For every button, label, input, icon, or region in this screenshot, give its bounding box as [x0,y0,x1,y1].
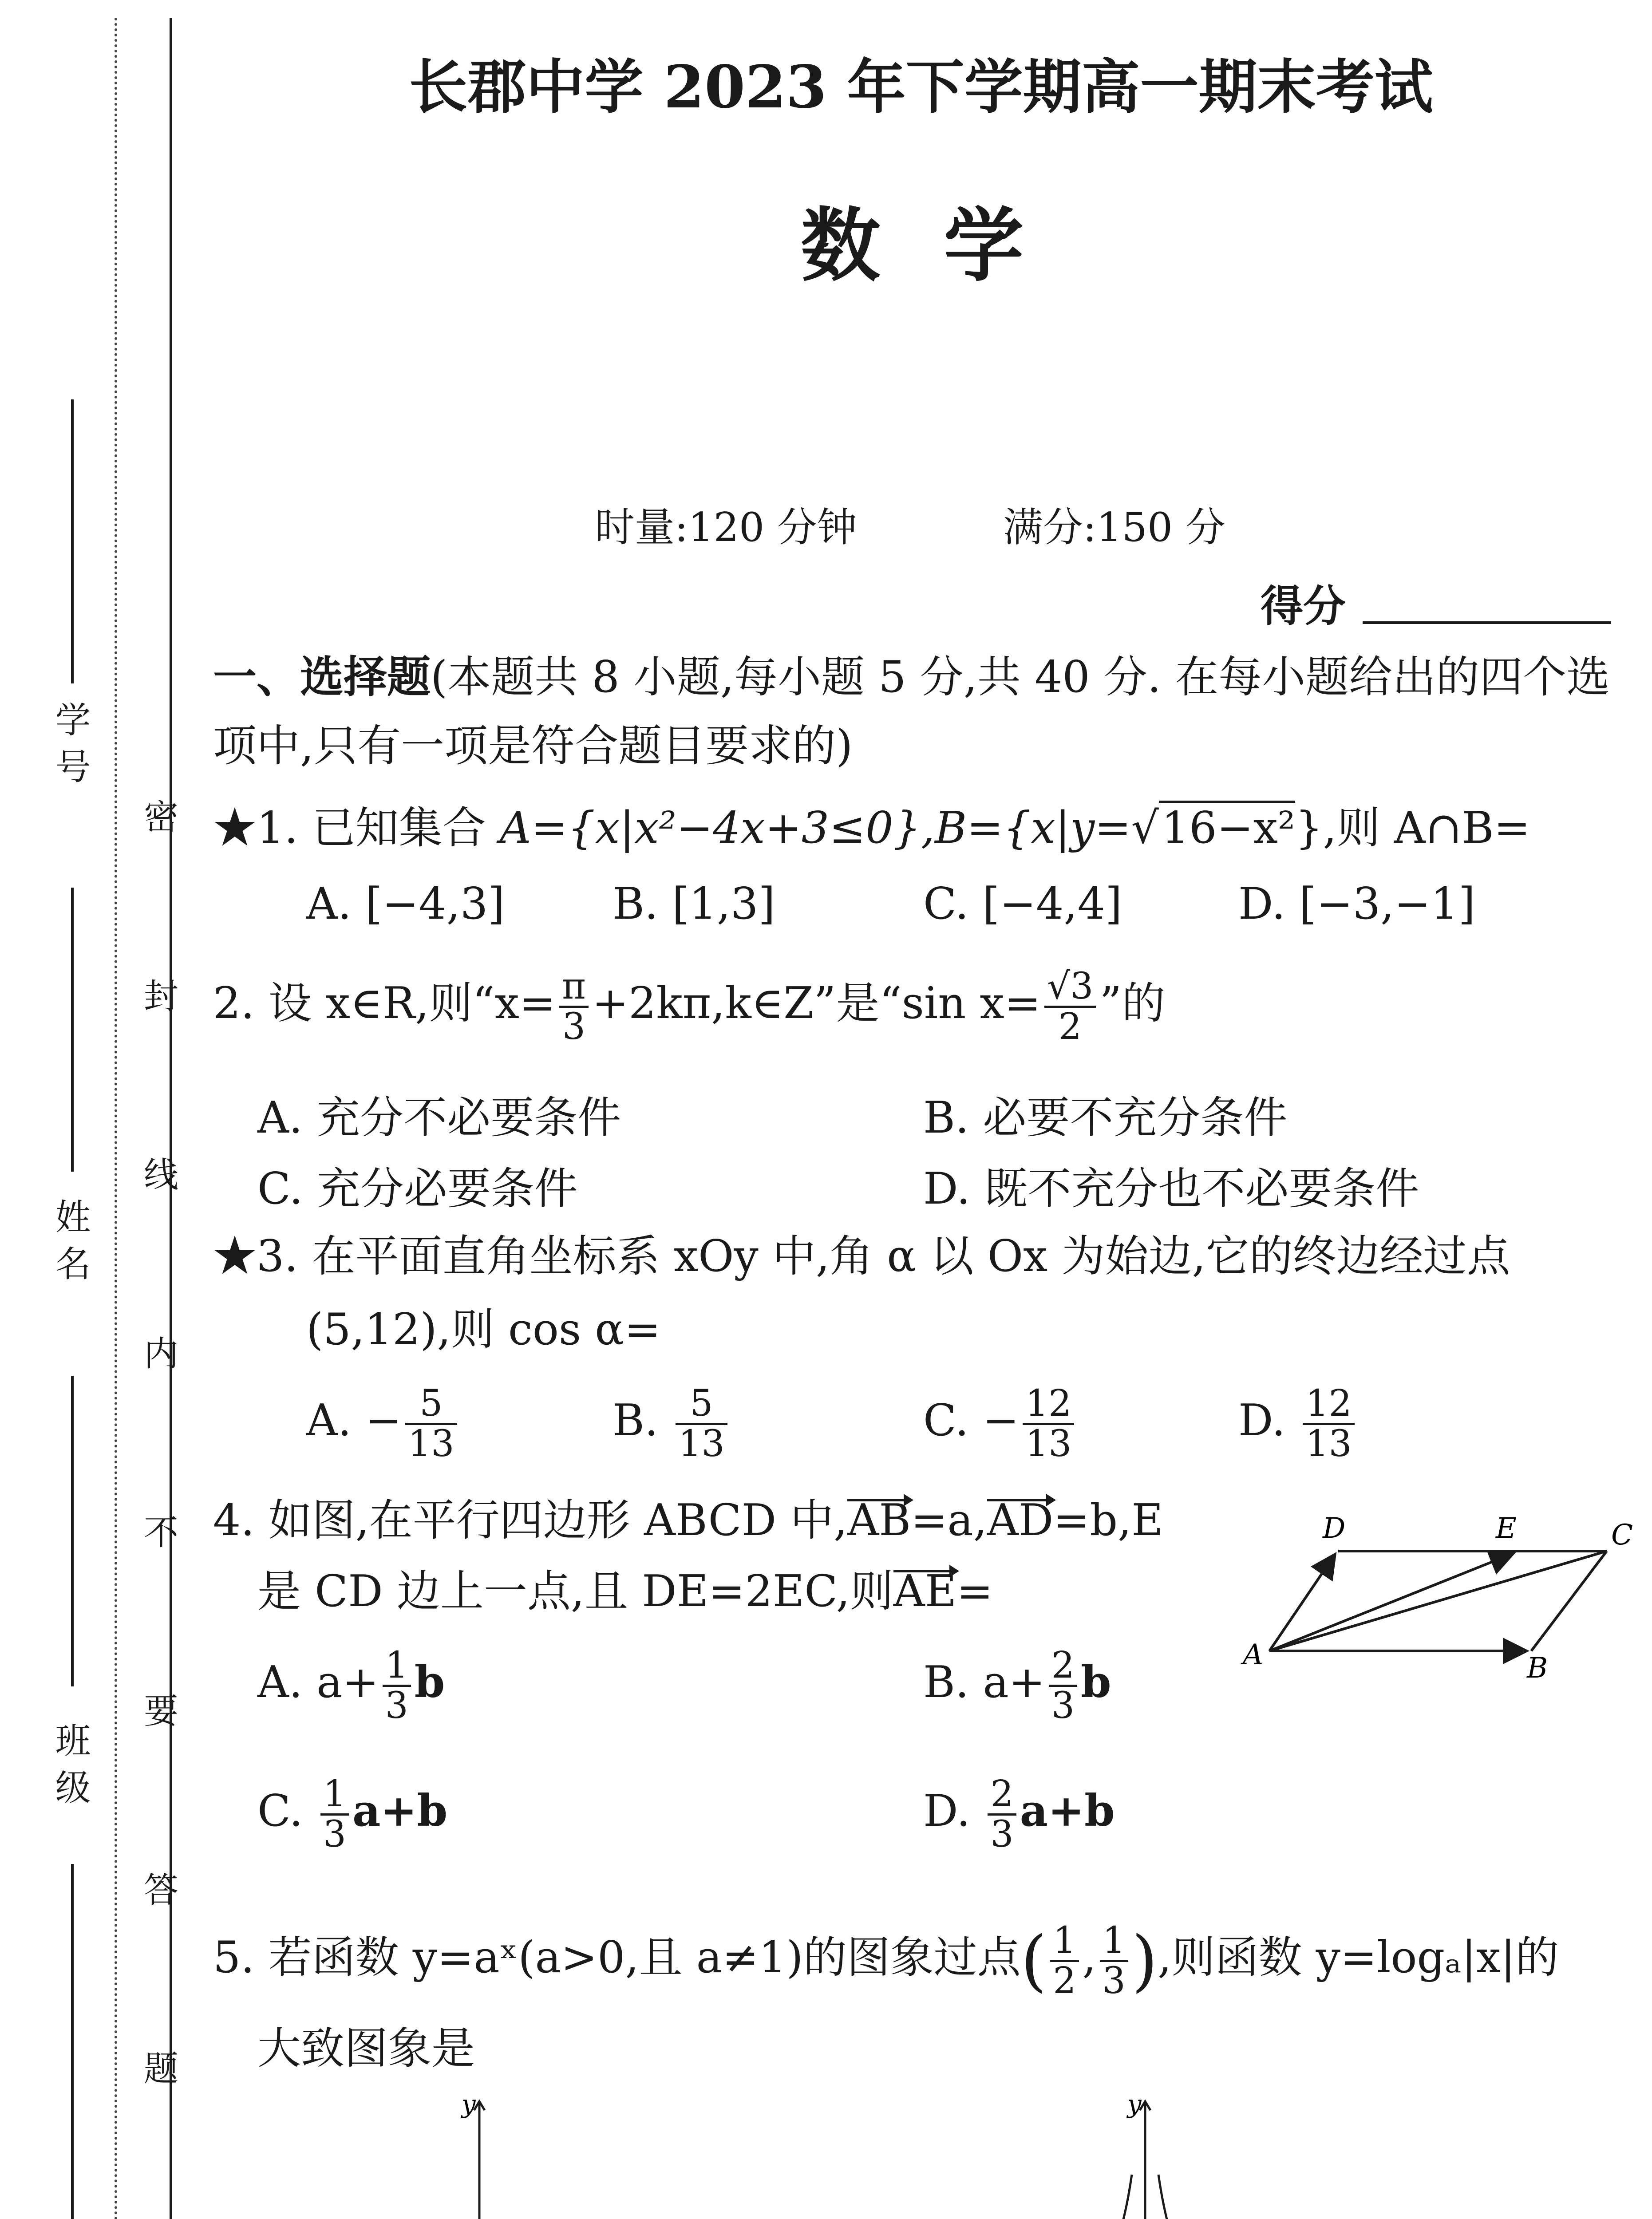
class-blank[interactable] [71,1376,74,1686]
q1-option-c[interactable]: C. [−4,4] [923,879,1122,929]
vector-ae [1269,1553,1514,1651]
section-heading: 一、选择题 [213,651,431,703]
full-score: 满分:150 分 [1003,504,1225,551]
student-id-blank[interactable] [71,399,74,683]
label-d: D [1323,1512,1346,1545]
exam-title: 长郡中学 2023 年下学期高一期末考试 [409,53,1433,122]
name-blank[interactable] [71,888,74,1172]
question-3-stem: ★3. 在平面直角坐标系 xOy 中,角 α 以 Ox 为始边,它的终边经过点 [213,1231,1510,1282]
svg-text:y: y [462,2090,476,2119]
q1-option-a[interactable]: A. [−4,3] [306,879,505,929]
q3-option-a[interactable]: A. − $\frac{5}{13}$ [306,1385,461,1463]
svg-text:y: y [1127,2090,1142,2119]
q5-graph-b[interactable] [968,2086,1367,2219]
q3-option-b[interactable]: B. $\frac{5}{13}$ [613,1385,731,1463]
dotted-seal-line [115,18,117,2219]
school-blank[interactable] [71,1864,74,2219]
label-c: C [1611,1519,1633,1552]
score-label: 得分 [1261,581,1346,631]
side-cb [1531,1551,1607,1651]
q3-option-d[interactable]: D. $\frac{12}{13}$ [1238,1385,1358,1463]
frac-root3-over-2: $\frac{√3}{2}$ [1044,967,1096,1046]
question-4-stem: 4. 如图,在平行四边形 ABCD 中,AB=a,AD=b,E [213,1495,1163,1546]
question-1-stem: ★1. 已知集合 A={x|x²−4x+3≤0},B={x|y=√16−x²},则 A∩B= [213,803,1530,853]
seal-note: 密 封 线 内 不 要 答 题 [138,799,178,2152]
score-blank[interactable] [1363,621,1611,624]
subject-title: 数 学 [800,199,1042,292]
q2-option-b[interactable]: B. 必要不充分条件 [923,1093,1288,1143]
q1-option-d[interactable]: D. [−3,−1] [1238,879,1475,929]
q2-option-a[interactable]: A. 充分不必要条件 [257,1093,621,1143]
q4-option-c[interactable]: C. $\frac{1}{3}$ a+b [257,1773,448,1856]
field-class: 班 级 [49,1722,91,1804]
field-name: 姓 名 [49,1198,91,1281]
q2-option-d[interactable]: D. 既不充分也不必要条件 [923,1164,1419,1214]
question-5-stem-2: 大致图象是 [257,2023,475,2074]
q1-option-b[interactable]: B. [1,3] [613,879,775,929]
q3-option-c[interactable]: C. − $\frac{12}{13}$ [923,1385,1078,1463]
q2-option-c[interactable]: C. 充分必要条件 [257,1164,578,1214]
question-3-stem-2: (5,12),则 cos α= [306,1304,661,1355]
section-instructions: 一、选择题(本题共 8 小题,每小题 5 分,共 40 分. 在每小题给出的四个选 [213,651,1610,703]
q4-option-d[interactable]: D. $\frac{2}{3}$ a+b [923,1773,1115,1856]
question-5-stem: 5. 若函数 y=aˣ(a>0,且 a≠1)的图象过点( $\frac{1}{2}$ , $\frac{1}{3}$ ),则函数 y=logₐ|x|的 [213,1919,1559,2002]
label-b: B [1527,1652,1548,1685]
parallelogram-figure [1234,1500,1642,1704]
q5-graph-a[interactable] [302,2086,701,2219]
time-limit: 时量:120 分钟 [595,504,857,551]
q4-option-a[interactable]: A. a+ $\frac{1}{3}$ b [257,1644,445,1727]
frac-pi-over-3: $\frac{\pi}{3}$ [559,967,589,1046]
question-2-stem: 2. 设 x∈R,则“x= $\frac{\pi}{3}$ +2kπ,k∈Z”是“sin x= $\frac{√3}{2}$ ”的 [213,965,1166,1048]
field-student-id: 学 号 [49,701,91,784]
label-e: E [1496,1512,1517,1545]
side-bc [1269,1551,1607,1651]
section-instructions-2: 项中,只有一项是符合题目要求的) [213,721,853,771]
label-a: A [1243,1639,1264,1671]
question-4-stem-2: 是 CD 边上一点,且 DE=2EC,则AE= [257,1566,993,1617]
q4-option-b[interactable]: B. a+ $\frac{2}{3}$ b [923,1644,1111,1727]
